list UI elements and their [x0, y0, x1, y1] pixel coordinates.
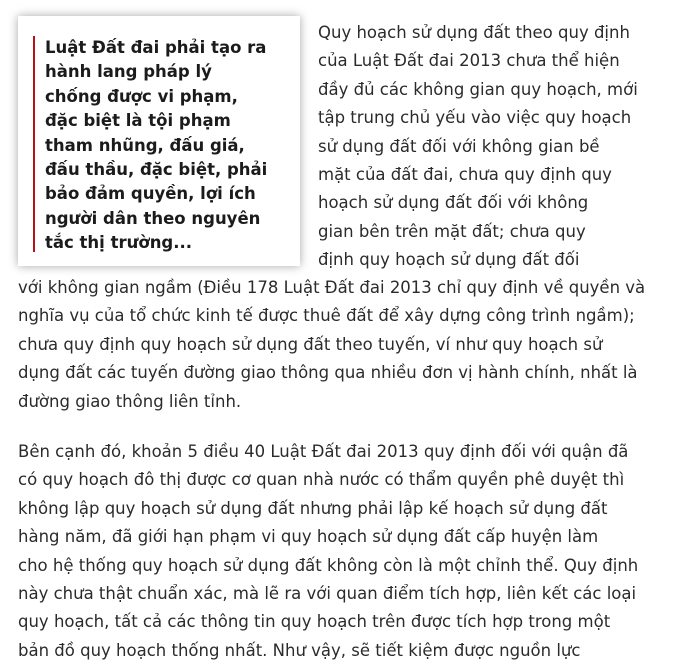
pullquote-text: Luật Đất đai phải tạo ra hành lang pháp lý chống được vi phạm, đặc biệt là tội phạm tham nhũng, đấu giá, đấu thầu, đặc biệt, phải bảo đảm quyền, lợi ích người dân theo nguyên tắc thị trường...: [45, 38, 268, 253]
pullquote-accent-bar: [33, 36, 35, 252]
paragraph-1-continued: với không gian ngầm (Điều 178 Luật Đất đai 2013 chỉ quy định về quyền và nghĩa vụ của tổ chức kinh tế được thuê đất để xây dựng công trình ngầm); chưa quy định quy hoạch sử dụng đất theo tuyến, ví như quy hoạch sử dụng đất các tuyến đường giao thông qua nhiều đơn vị hành chính, nhất là đường giao thông liên tỉnh.: [18, 278, 646, 411]
pullquote-box: [18, 16, 300, 266]
paragraph-2: Bên cạnh đó, khoản 5 điều 40 Luật Đất đai 2013 quy định đối với quận đã có quy hoạch đô thị được cơ quan nhà nước có thẩm quyền phê duyệt thì không lập quy hoạch sử dụng đất nhưng phải lập kế hoạch sử dụng đất hàng năm, đã giới hạn phạm vi quy hoạch sử dụng đất cấp huyện làm cho hệ thống quy hoạch sử dụng đất không còn là một chỉnh thể. Quy định này chưa thật chuẩn xác, mà lẽ ra với quan điểm tích hợp, liên kết các loại quy hoạch, tất cả các thông tin quy hoạch trên được tích hợp trong một bản đồ quy hoạch thống nhất. Như vậy, sẽ tiết kiệm được nguồn lực: [18, 442, 639, 660]
paragraph-1-beside-quote: Quy hoạch sử dụng đất theo quy định của Luật Đất đai 2013 chưa thể hiện đầy đủ các không gian quy hoạch, mới tập trung chủ yếu vào việc quy hoạch sử dụng đất đối với không gian bề mặt của đất đai, chưa quy định quy hoạch sử dụng đất đối với không gian bên trên mặt đất; chưa quy định quy hoạch sử dụng đất đối: [318, 23, 638, 270]
